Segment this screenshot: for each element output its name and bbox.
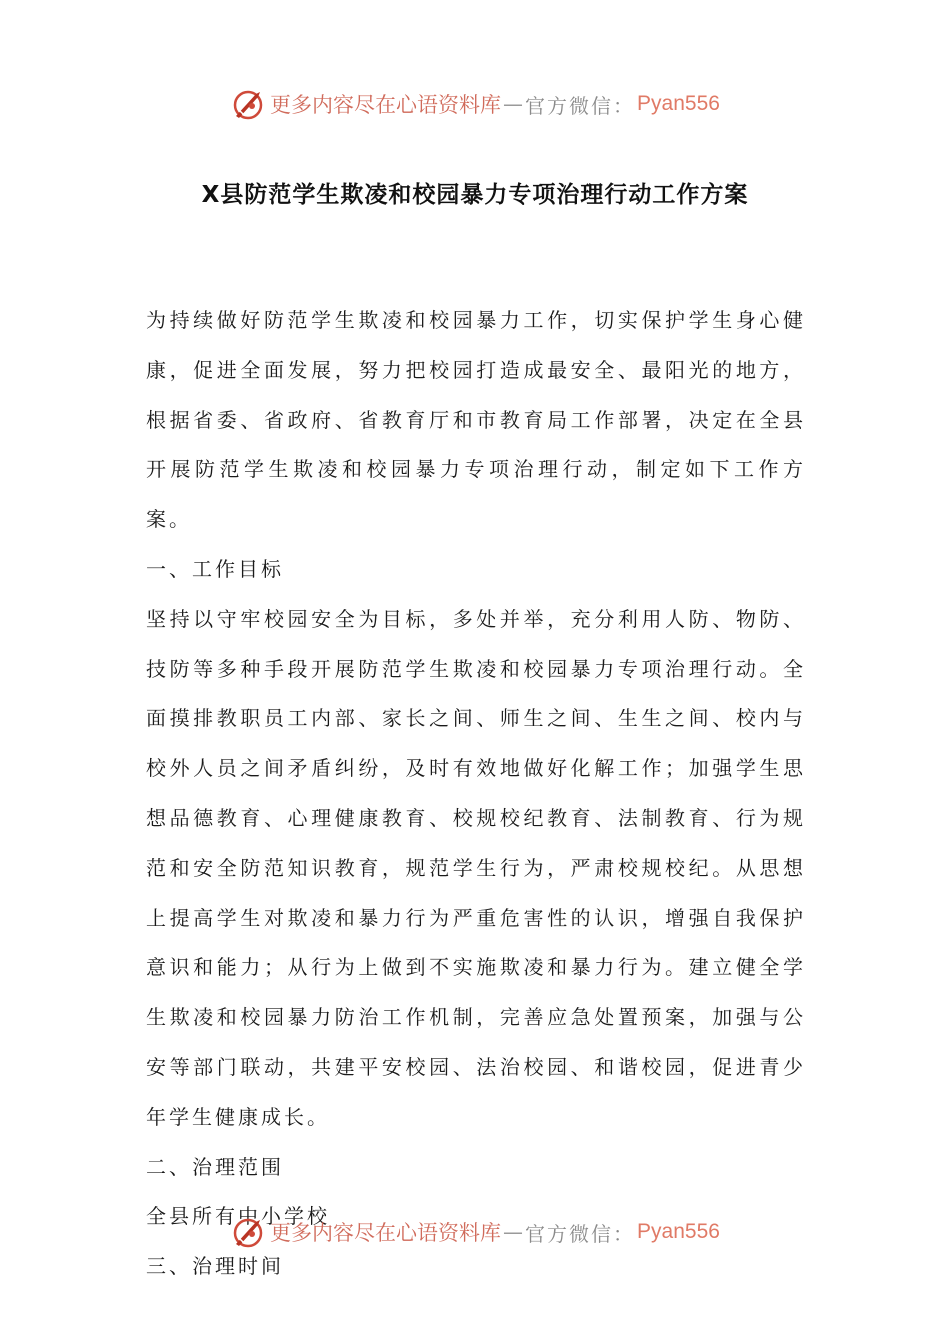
banner-dash: — [503, 1220, 524, 1244]
section-heading-scope: 二、治理范围 [146, 1154, 284, 1179]
banner-brand-text: 更多内容尽在心语资料库 [270, 1221, 502, 1245]
intro-paragraph: 为持续做好防范学生欺凌和校园暴力工作，切实保护学生身心健康，促进全面发展，努力把校园打造成最安全、最阳光的地方，根据省委、省政府、省教育厅和市教育局工作部署，决定在全县开展防范学生欺凌和校园暴力专项治理行动，制定如下工作方案。 [146, 308, 806, 532]
scope-paragraph: 全县所有中小学校 [146, 1204, 330, 1229]
section-heading-time: 三、治理时间 [146, 1254, 284, 1279]
pen-logo-icon [230, 86, 266, 122]
pen-logo-icon [230, 1214, 266, 1250]
banner-dash: — [503, 92, 524, 116]
banner-wechat-id: Pyan556 [637, 92, 720, 115]
banner-official-label: 官方微信： [525, 93, 636, 118]
header-watermark-banner [0, 82, 950, 126]
document-title: X县防范学生欺凌和校园暴力专项治理行动工作方案 [201, 182, 749, 208]
banner-official-label: 官方微信： [525, 1221, 636, 1246]
footer-watermark-banner [0, 1210, 950, 1254]
banner-brand-text: 更多内容尽在心语资料库 [270, 93, 502, 117]
banner-wechat-id: Pyan556 [637, 1220, 720, 1243]
goals-paragraph: 坚持以守牢校园安全为目标，多处并举，充分利用人防、物防、技防等多种手段开展防范学生欺凌和校园暴力专项治理行动。全面摸排教职员工内部、家长之间、师生之间、生生之间、校内与校外人员之间矛盾纠纷，及时有效地做好化解工作；加强学生思想品德教育、心理健康教育、校规校纪教育、法制教育、行为规范和安全防范知识教育，规范学生行为，严肃校规校纪。从思想上提高学生对欺凌和暴力行为严重危害性的认识，增强自我保护意识和能力；从行为上做到不实施欺凌和暴力行为。建立健全学生欺凌和校园暴力防治工作机制，完善应急处置预案，加强与公安等部门联动，共建平安校园、法治校园、和谐校园，促进青少年学生健康成长。 [146, 606, 806, 1129]
document-body [146, 296, 806, 1292]
section-heading-goals: 一、工作目标 [146, 556, 284, 581]
